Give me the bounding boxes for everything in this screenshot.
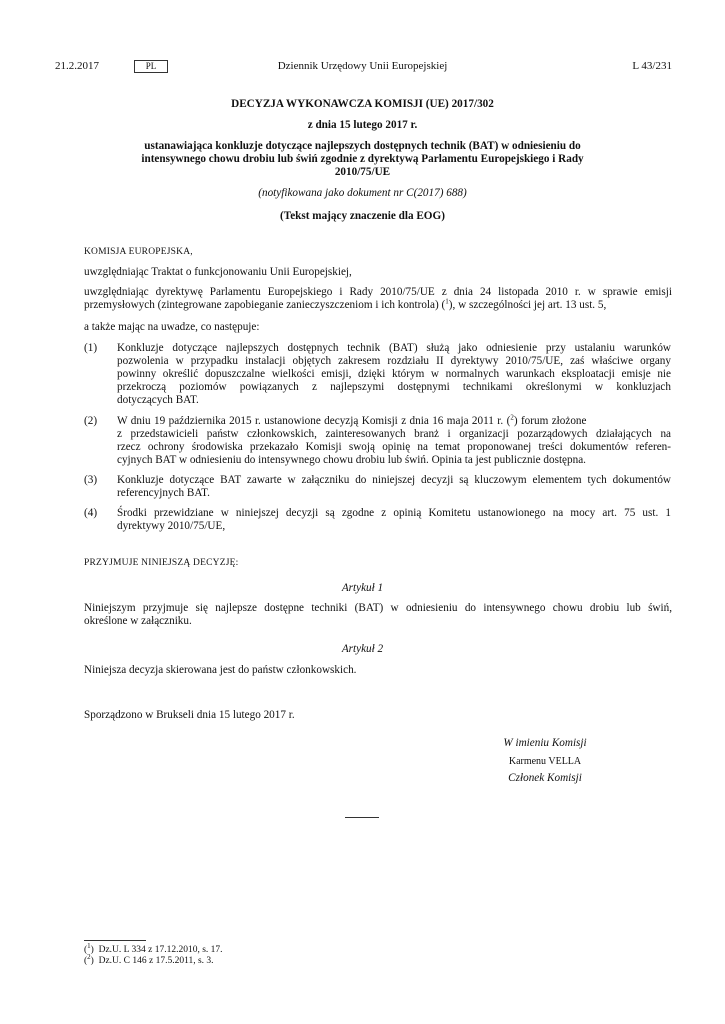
- recital-1-line: powinny określić dopuszczalne wielkości emisji, dzięki którym w normalnych warunkach eksploatacji emisje nie: [117, 368, 671, 380]
- recital-2-line: W dniu 19 października 2015 r. ustanowione decyzją Komisji z dnia 16 maja 2011 r. ($^2$) forum złożone: [117, 413, 587, 427]
- signature-name: Karmenu VELLA: [508, 756, 582, 767]
- footnote: ($^2$) Dz.U. C 146 z 17.5.2011, s. 3.: [84, 952, 214, 966]
- recital-number: (4): [84, 507, 98, 519]
- eea-relevance: (Tekst mający znaczenie dla EOG): [280, 210, 445, 222]
- footnote-ref-1[interactable]: 1: [445, 297, 449, 306]
- article-1-heading: Artykuł 1: [341, 582, 384, 594]
- recital-1-line: przekroczą poziomów powiązanych z najlepszymi dostępnymi technikami określonymi w konkluzjach: [117, 381, 671, 393]
- language-badge: PL: [134, 60, 168, 73]
- recital-1-line: dotyczących BAT.: [117, 394, 199, 406]
- footnote-ref-2[interactable]: 2: [510, 413, 514, 422]
- done-at: Sporządzono w Brukseli dnia 15 lutego 2017 r.: [84, 709, 295, 721]
- decision-subject-line-3: 2010/75/UE: [334, 166, 391, 178]
- recital-4-line: dyrektywy 2010/75/UE,: [117, 520, 226, 532]
- footnote: ($^1$) Dz.U. L 334 z 17.12.2010, s. 17.: [84, 941, 223, 955]
- preamble-whereas: a także mając na uwadze, co następuje:: [84, 321, 260, 333]
- preamble-directive-line-1: uwzględniając dyrektywę Parlamentu Europejskiego i Rady 2010/75/UE z dnia 24 listopada 2010 r. w sprawie emisji: [84, 286, 672, 298]
- footnote-divider: [84, 940, 146, 941]
- header-date: 21.2.2017: [55, 60, 99, 72]
- recital-2-line: z przedstawicieli państw członkowskich, zainteresowanych branż i organizacji pozarządowych działających na: [117, 428, 671, 440]
- recital-1-line: pozwolenia w przypadku instalacji objętych zakresem rozdziału II dyrektywy 2010/75/UE, zaś właściwe organy: [117, 355, 671, 367]
- recital-2-line: cyjnych BAT w odniesieniu do intensywnego chowu drobiu lub świń. Opinia ta jest publicznie dostępna.: [117, 454, 586, 466]
- end-separator: [345, 817, 379, 818]
- recital-number: (2): [84, 415, 98, 427]
- preamble-treaty: uwzględniając Traktat o funkcjonowaniu Unii Europejskiej,: [84, 266, 352, 278]
- notification-note: (notyfikowana jako dokument nr C(2017) 688): [258, 187, 467, 199]
- page-reference: L 43/231: [632, 60, 672, 72]
- adopts-decision: PRZYJMUJE NINIEJSZĄ DECYZJĘ:: [84, 558, 239, 568]
- article-1-text-line-1: Niniejszym przyjmuje się najlepsze dostępne techniki (BAT) w odniesieniu do intensywnego chowu drobiu lub świń,: [84, 602, 672, 614]
- signature-role: Członek Komisji: [508, 772, 582, 784]
- decision-title: DECYZJA WYKONAWCZA KOMISJI (UE) 2017/302: [231, 98, 494, 110]
- article-2-heading: Artykuł 2: [341, 643, 384, 655]
- recital-2-line: rzecz ochrony środowiska przekazało Komisji swoją opinię na temat proponowanej treści dokumentów referen-: [117, 441, 671, 453]
- preamble-directive-line-2: przemysłowych (zintegrowane zapobieganie zanieczyszczeniom i ich kontrola) ($^1$), w szczególności jej art. 13 ust. 5,: [84, 297, 607, 311]
- recital-number: (1): [84, 342, 98, 354]
- preamble-commission: KOMISJA EUROPEJSKA,: [84, 247, 193, 257]
- recital-4-line: Środki przewidziane w niniejszej decyzji są zgodne z opinią Komitetu ustanowionego na mocy art. 75 ust. 1: [117, 507, 671, 519]
- article-1-text-line-2: określone w załączniku.: [84, 615, 192, 627]
- decision-date: z dnia 15 lutego 2017 r.: [307, 119, 418, 131]
- decision-subject-line-2: intensywnego chowu drobiu lub świń zgodnie z dyrektywą Parlamentu Europejskiego i Rady: [141, 153, 584, 165]
- decision-subject-line-1: ustanawiająca konkluzje dotyczące najlepszych dostępnych technik (BAT) w odniesieniu do: [144, 140, 581, 152]
- signature-on-behalf: W imieniu Komisji: [503, 737, 587, 749]
- recital-3-line: referencyjnych BAT.: [117, 487, 210, 499]
- recital-1-line: Konkluzje dotyczące najlepszych dostępnych technik (BAT) służą jako odniesienie przy ustalaniu warunków: [117, 342, 671, 354]
- journal-title: Dziennik Urzędowy Unii Europejskiej: [277, 60, 448, 72]
- recital-3-line: Konkluzje dotyczące BAT zawarte w załączniku do niniejszej decyzji są kluczowym elementem tych dokumentów: [117, 474, 671, 486]
- article-2-text: Niniejsza decyzja skierowana jest do państw członkowskich.: [84, 664, 357, 676]
- recital-number: (3): [84, 474, 98, 486]
